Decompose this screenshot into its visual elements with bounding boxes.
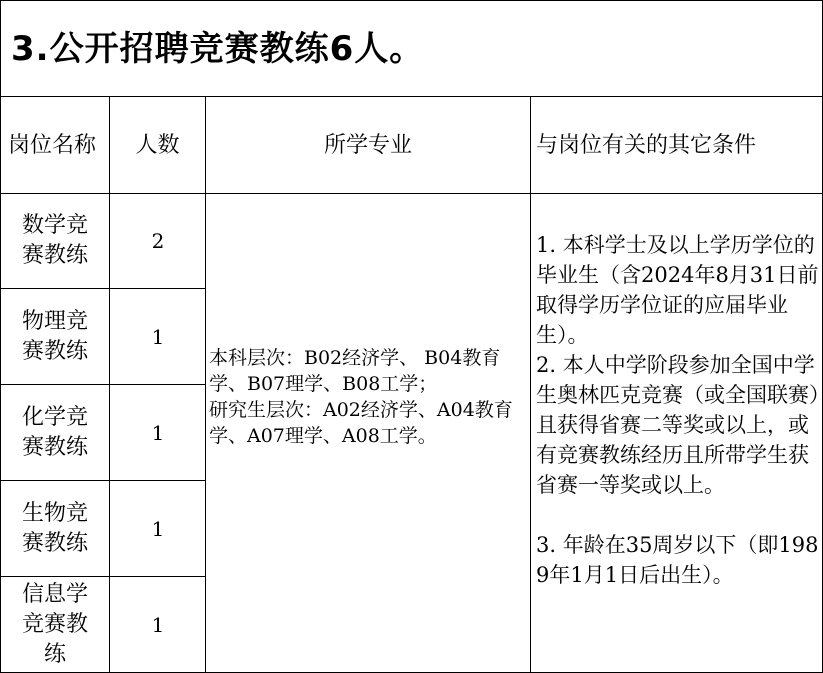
position-name-cell	[1, 289, 109, 384]
position-name-cell	[1, 194, 109, 288]
header-major	[206, 98, 530, 194]
grid-line	[530, 97, 531, 672]
position-name-cell	[1, 385, 109, 480]
headcount-value: 1	[151, 516, 165, 541]
page-title: 3.公开招聘竞赛教练6人。	[11, 29, 425, 69]
position-name-cell	[1, 577, 109, 672]
headcount-cell	[110, 481, 206, 576]
position-name: 生物竞赛教练	[21, 500, 88, 556]
headcount-cell	[110, 577, 206, 672]
header-conditions	[536, 98, 821, 194]
headcount-value: 1	[151, 324, 165, 349]
header-count	[110, 98, 205, 194]
major-undergrad: 本科层次：B02经济学、 B04教育学、B07理学、B08工学；	[209, 347, 501, 395]
position-name: 信息学竞赛教练	[21, 581, 88, 667]
header-count-label: 人数	[135, 133, 180, 158]
headcount-cell	[110, 194, 206, 288]
header-position	[8, 98, 108, 194]
headcount-value: 1	[151, 420, 165, 445]
condition-item: 2. 本人中学阶段参加全国中学生奥林匹克竞赛（或全国联赛）且获得省赛二等奖或以上，或有竞赛教练经历且所带学生获省赛一等奖或以上。	[536, 353, 820, 497]
header-position-label: 岗位名称	[8, 133, 97, 158]
major-graduate: 研究生层次：A02经济学、A04教育学、A07理学、A08工学。	[209, 399, 513, 447]
headcount-value: 2	[151, 229, 165, 253]
headcount-cell	[110, 385, 206, 480]
header-conditions-label: 与岗位有关的其它条件	[536, 133, 757, 158]
title-row	[1, 1, 822, 97]
position-name: 化学竞赛教练	[21, 404, 88, 460]
position-name: 物理竞赛教练	[21, 308, 88, 364]
condition-item: 1. 本科学士及以上学历学位的毕业生（含2024年8月31日前取得学历学位证的应届毕业生）。	[536, 233, 819, 347]
other-conditions	[536, 230, 821, 590]
major-requirements	[209, 345, 527, 449]
condition-item: 3. 年龄在35周岁以下（即1989年1月1日后出生）。	[536, 533, 819, 587]
headcount-cell	[110, 289, 206, 384]
position-name: 数学竞赛教练	[21, 213, 88, 268]
headcount-value: 1	[151, 612, 165, 637]
header-major-label: 所学专业	[323, 133, 412, 158]
position-name-cell	[1, 481, 109, 576]
